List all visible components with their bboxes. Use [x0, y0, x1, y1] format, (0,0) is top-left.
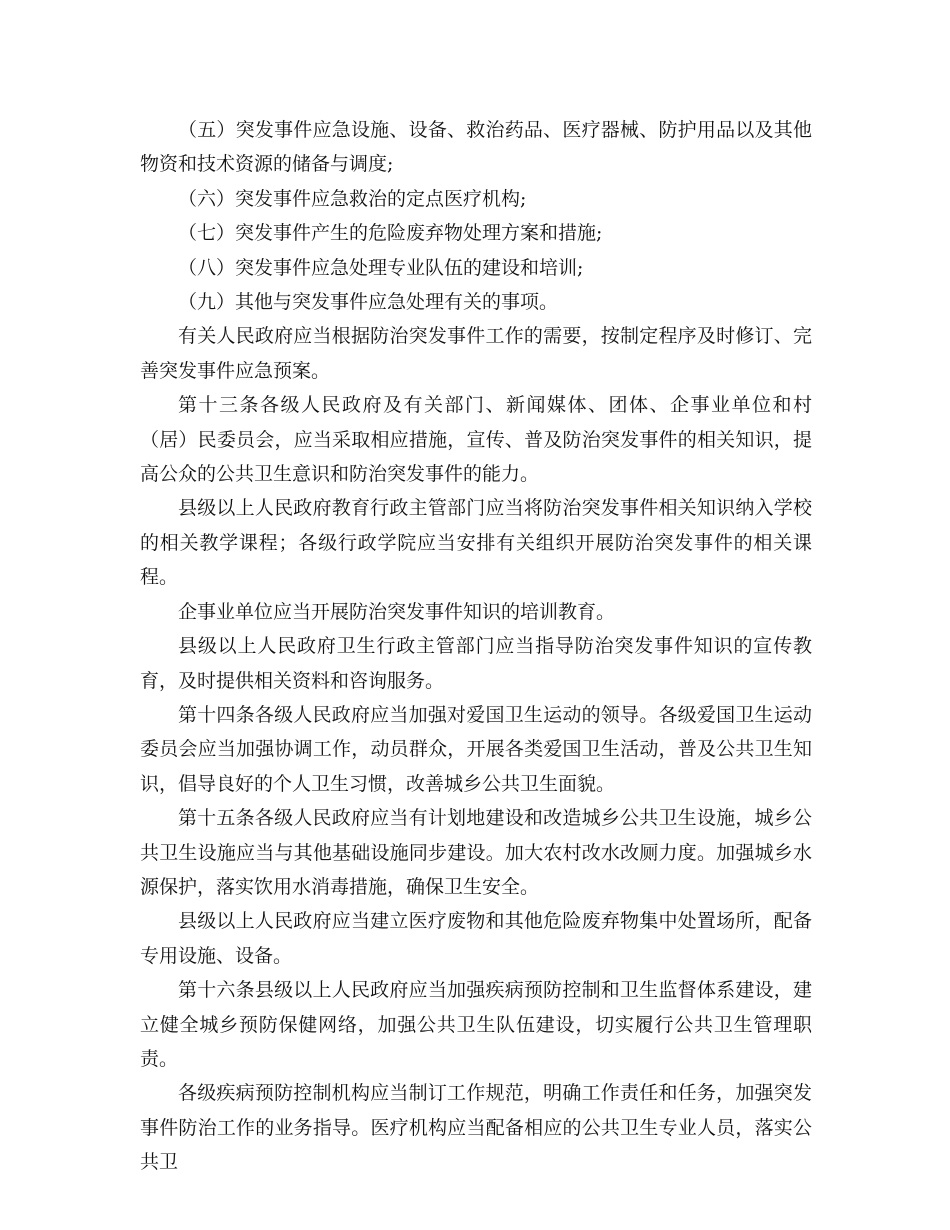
paragraph-item-8-professional-teams: （八）突发事件应急处理专业队伍的建设和培训;: [178, 256, 584, 279]
paragraph-education-curriculum: 县级以上人民政府教育行政主管部门应当将防治突发事件相关知识纳入学校的相关教学课程；各级行政学院应当安排有关组织开展防治突发事件的相关课程。: [140, 497, 812, 589]
paragraph-enterprise-training: 企事业单位应当开展防治突发事件知识的培训教育。: [178, 600, 616, 623]
paragraph-article-15: 第十五条各级人民政府应当有计划地建设和改造城乡公共卫生设施，城乡公共卫生设施应当与其他基础设施同步建设。加大农村改水改厕力度。加强城乡水源保护，落实饮用水消毒措施，确保卫生安全。: [140, 807, 812, 898]
paragraph-article-16: 第十六条县级以上人民政府应当加强疾病预防控制和卫生监督体系建设，建立健全城乡预防保健网络，加强公共卫生队伍建设，切实履行公共卫生管理职责。: [140, 979, 812, 1070]
paragraph-article-14: 第十四条各级人民政府应当加强对爱国卫生运动的领导。各级爱国卫生运动委员会应当加强协调工作，动员群众，开展各类爱国卫生活动，普及公共卫生知识，倡导良好的个人卫生习惯，改善城乡公共卫生面貌。: [140, 703, 812, 795]
paragraph-item-6-designated-hospitals: （六）突发事件应急救治的定点医疗机构;: [178, 187, 527, 210]
paragraph-medical-waste-facilities: 县级以上人民政府应当建立医疗废物和其他危险废弃物集中处置场所，配备专用设施、设备。: [140, 910, 812, 967]
paragraph-health-publicity: 县级以上人民政府卫生行政主管部门应当指导防治突发事件知识的宣传教育，及时提供相关资料和咨询服务。: [140, 635, 812, 692]
paragraph-disease-control-agencies: 各级疾病预防控制机构应当制订工作规范，明确工作责任和任务，加强突发事件防治工作的业务指导。医疗机构应当配备相应的公共卫生专业人员，落实公共卫: [140, 1082, 812, 1174]
paragraph-item-5-stockpile: （五）突发事件应急设施、设备、救治药品、医疗器械、防护用品以及其他物资和技术资源的储备与调度;: [140, 119, 812, 176]
document-body: [140, 113, 812, 1180]
paragraph-plan-revision: 有关人民政府应当根据防治突发事件工作的需要，按制定程序及时修订、完善突发事件应急预案。: [140, 325, 812, 382]
paragraph-article-13: 第十三条各级人民政府及有关部门、新闻媒体、团体、企事业单位和村（居）民委员会，应当采取相应措施，宣传、普及防治突发事件的相关知识，提高公众的公共卫生意识和防治突发事件的能力。: [140, 394, 812, 486]
paragraph-item-7-hazardous-waste: （七）突发事件产生的危险废弃物处理方案和措施;: [178, 222, 603, 245]
paragraph-item-9-other-matters: （九）其他与突发事件应急处理有关的事项。: [178, 291, 559, 314]
